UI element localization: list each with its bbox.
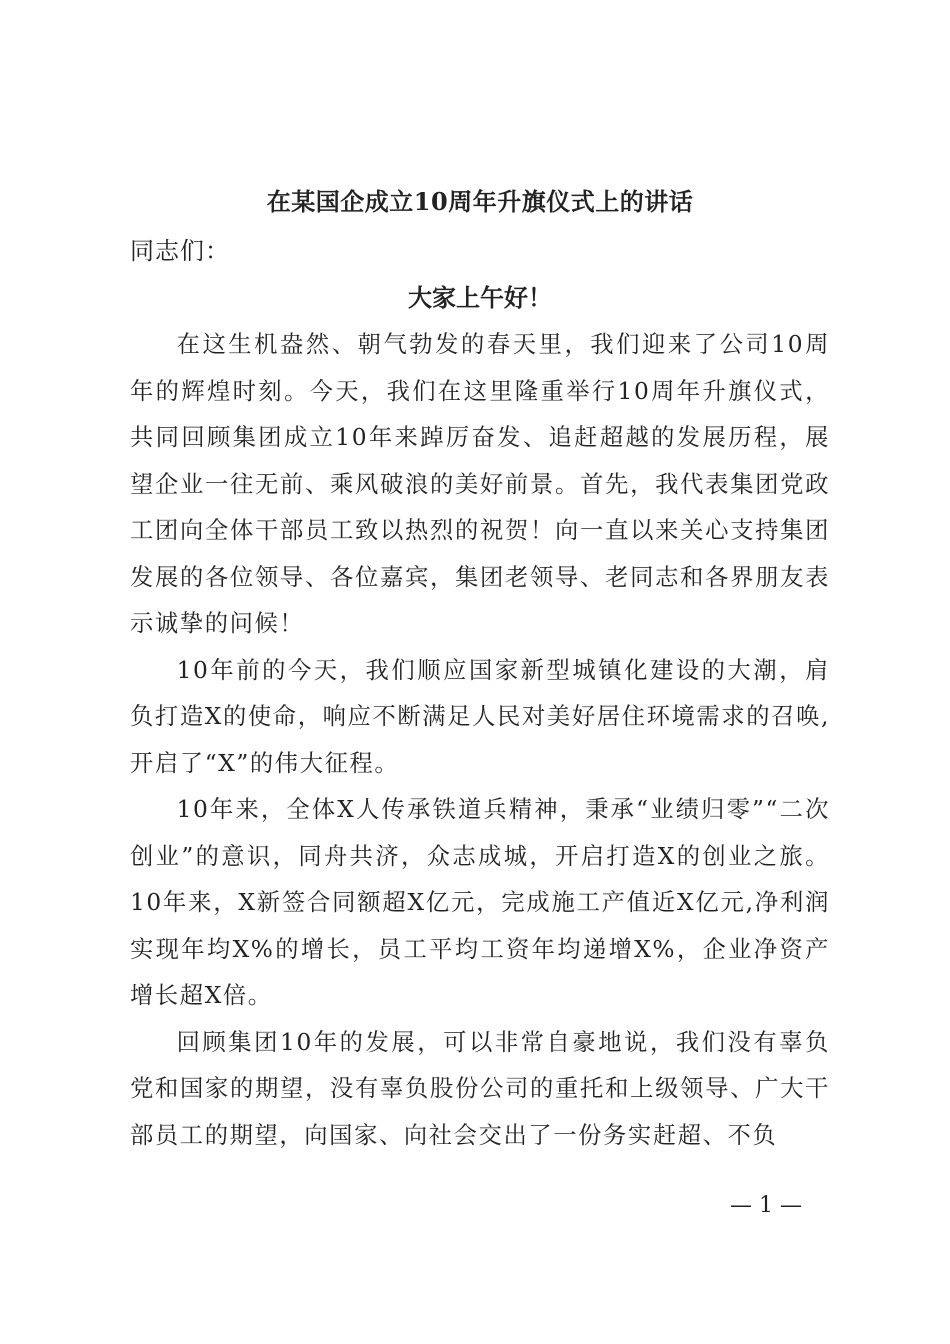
page-number: — 1 — — [730, 1193, 802, 1218]
document-title: 在某国企成立10周年升旗仪式上的讲话 — [266, 187, 694, 216]
paragraph: 10年来，全体X人传承铁道兵精神，秉承“业绩归零”“二次创业”的意识，同舟共济，众志成城，开启打造X的创业之旅。10年来，X新签合同额超X亿元，完成施工产值近X亿元,净利润实现年均X%的增长，员工平均工资年均递增X%，企业净资产增长超X倍。 — [130, 796, 830, 1009]
greeting: 大家上午好！ — [408, 283, 552, 312]
paragraph: 10年前的今天，我们顺应国家新型城镇化建设的大潮，肩负打造X的使命，响应不断满足人民对美好居住环境需求的召唤,开启了“X”的伟大征程。 — [130, 656, 830, 777]
paragraph: 在这生机盎然、朝气勃发的春天里，我们迎来了公司10周年的辉煌时刻。今天，我们在这里隆重举行10周年升旗仪式，共同回顾集团成立10年来踔厉奋发、追赶超越的发展历程，展望企业一往无前、乘风破浪的美好前景。首先，我代表集团党政工团向全体干部员工致以热烈的祝贺！向一直以来关心支持集团发展的各位领导、各位嘉宾，集团老领导、老同志和各界朋友表示诚挚的问候！ — [130, 331, 830, 637]
document-body — [130, 322, 830, 1159]
salutation: 同志们： — [130, 237, 230, 265]
paragraph: 回顾集团10年的发展，可以非常自豪地说，我们没有辜负党和国家的期望，没有辜负股份公司的重托和上级领导、广大干部员工的期望，向国家、向社会交出了一份务实赶超、不负 — [130, 1028, 830, 1149]
